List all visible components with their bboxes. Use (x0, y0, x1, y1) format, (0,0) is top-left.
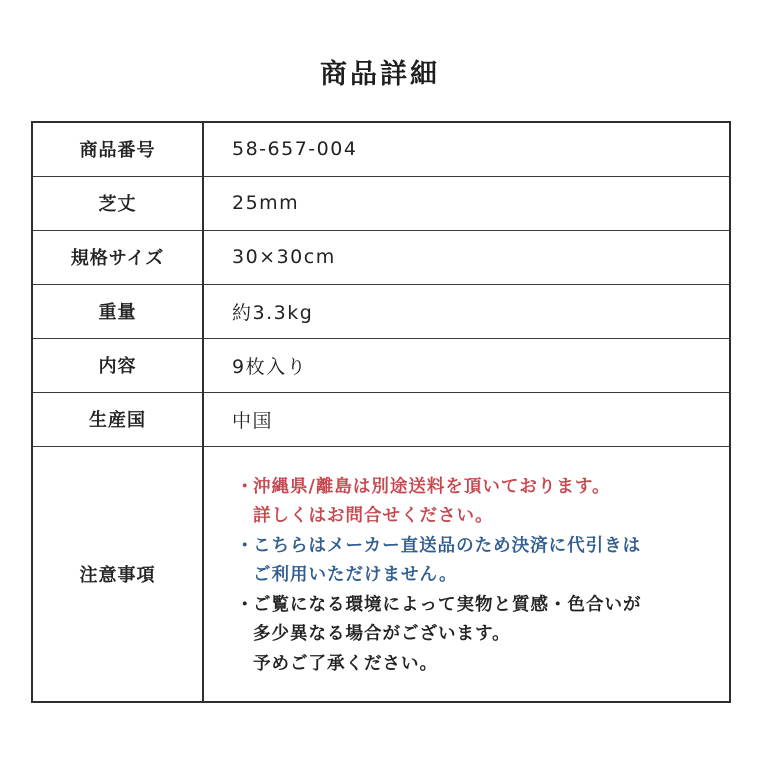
spec-value: 9枚入り (203, 338, 730, 392)
page-title: 商品詳細 (320, 59, 440, 90)
notes-label: 注意事項 (32, 446, 203, 702)
spec-row-weight (32, 284, 730, 338)
spec-value: 中国 (203, 392, 730, 446)
product-spec-table (31, 121, 731, 703)
spec-row-origin (32, 392, 730, 446)
note-item-color-disclaimer (236, 591, 729, 680)
note-line: ご覧になる環境によって実物と質感・色合いが (253, 594, 642, 615)
spec-row-product-number (32, 122, 730, 176)
note-line: 多少異なる場合がございます。 (253, 624, 511, 644)
notes-cell (203, 446, 730, 702)
note-line: 予めご了承ください。 (253, 653, 438, 674)
spec-value: 30×30cm (203, 230, 730, 284)
spec-value: 約3.3kg (203, 284, 730, 338)
note-item-payment (236, 532, 729, 591)
spec-label: 内容 (32, 338, 203, 392)
note-item-shipping (236, 473, 729, 532)
spec-value: 25mm (203, 176, 730, 230)
spec-row-notes (32, 446, 730, 702)
note-line: こちらはメーカー直送品のため決済に代引きは (253, 535, 642, 556)
note-line: 沖縄県/離島は別途送料を頂いております。 (253, 476, 611, 497)
spec-label: 商品番号 (32, 122, 203, 176)
spec-row-contents (32, 338, 730, 392)
spec-row-pile-height (32, 176, 730, 230)
spec-row-size (32, 230, 730, 284)
bullet-icon: ・ (236, 594, 255, 615)
spec-label: 芝丈 (32, 176, 203, 230)
spec-label: 重量 (32, 284, 203, 338)
spec-label: 生産国 (32, 392, 203, 446)
spec-label: 規格サイズ (32, 230, 203, 284)
notes-list (232, 469, 729, 680)
bullet-icon: ・ (236, 535, 255, 556)
note-line: 詳しくはお問合せください。 (253, 506, 494, 526)
bullet-icon: ・ (236, 476, 255, 497)
note-line: ご利用いただけません。 (253, 565, 458, 585)
spec-value: 58-657-004 (203, 122, 730, 176)
